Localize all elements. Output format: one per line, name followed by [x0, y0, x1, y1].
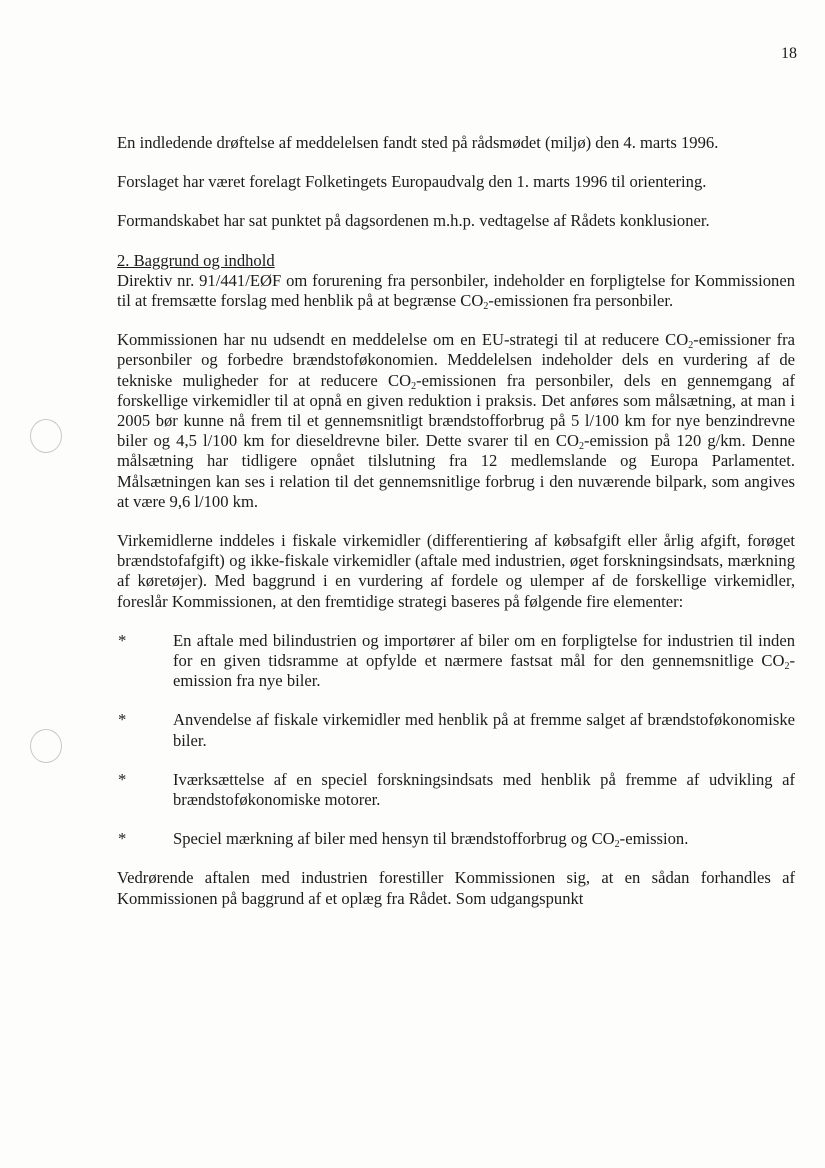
punch-hole — [30, 419, 62, 453]
list-item-text: Iværksættelse af en speciel forskningsindsats med henblik på fremme af udvikling af brændstoføkonomiske motorer. — [173, 769, 795, 810]
bullet-marker: * — [118, 769, 127, 789]
punch-hole — [30, 729, 62, 763]
list-item-text: Speciel mærkning af biler med hensyn til brændstofforbrug og $CO_2$-emission. — [173, 829, 689, 851]
paragraph-europe-committee: Forslaget har været forelagt Folketingets Europaudvalg den 1. marts 1996 til orientering. — [117, 172, 707, 192]
bullet-marker: * — [118, 829, 127, 849]
list-item-text: En aftale med bilindustrien og importører af biler om en forpligtelse for industrien til inden for en given tidsramme at opfylde et nærmere fastsat mål for den gennemsnitlige $CO_2$-emission fra nye biler. — [173, 630, 795, 691]
bullet-marker: * — [118, 710, 127, 730]
paragraph-directive: Direktiv nr. 91/441/EØF om forurening fra personbiler, indeholder en forpligtelse for Kommissionen til at fremsætte forslag med henblik på at begrænse $CO_2$-emissionen fra personbiler. — [117, 270, 795, 313]
list-item-text: Anvendelse af fiskale virkemidler med henblik på at fremme salget af brændstoføkonomiske biler. — [173, 710, 795, 750]
paragraph-industry-agreement: Vedrørende aftalen med industrien forestiller Kommissionen sig, at en sådan forhandles af Kommissionen på baggrund af et oplæg fra Rådet. Som udgangspunkt — [117, 868, 795, 908]
paragraph-commission-strategy: Kommissionen har nu udsendt en meddelelse om en EU-strategi til at reducere $CO_2$-emissioner fra personbiler og forbedre brændstoføkonomien. Meddelelsen indeholder dels en vurdering af de tekniske muligheder for at reducere $CO_2$-emissionen fra personbiler, dels en gennemgang af forskellige virkemidler til at opnå en given reduktion i praksis. Det anføres som målsætning, at man i 2005 bør kunne nå frem til et gennemsnitligt brændstofforbrug på 5 l/100 km for nye benzindrevne biler og 4,5 l/100 km for dieseldrevne biler. Dette svarer til en $CO_2$-emission på 120 g/km. Denne målsætning har tidligere opnået tilslutning fra 12 medlemslande og Europa Parlamentet. Målsætningen kan ses i relation til det gennemsnitlige forbrug i den nuværende bilpark, som angives at være 9,6 l/100 km. — [117, 330, 796, 511]
document-body — [117, 133, 795, 909]
bullet-marker: * — [118, 630, 127, 650]
list-item — [117, 829, 795, 849]
paragraph-presidency-agenda: Formandskabet har sat punktet på dagsordenen m.h.p. vedtagelse af Rådets konklusioner. — [117, 211, 710, 231]
list-item — [117, 770, 795, 810]
paragraph-instruments: Virkemidlerne inddeles i fiskale virkemidler (differentiering af købsafgift eller årlig afgift, forøget brændstofafgift) og ikke-fiskale virkemidler (aftale med industrien, øget forskningsindsats, mærkning af køretøjer). Med baggrund i en vurdering af fordele og ulemper af de forskellige virkemidler, foreslår Kommissionen, at den fremtidige strategi baseres på følgende fire elementer: — [117, 531, 795, 611]
page-number: 18 — [781, 45, 797, 62]
section-heading-background: 2. Baggrund og indhold — [117, 250, 275, 270]
list-item — [117, 710, 795, 750]
paragraph-council-meeting: En indledende drøftelse af meddelelsen fandt sted på rådsmødet (miljø) den 4. marts 1996. — [117, 133, 719, 152]
list-item — [117, 631, 795, 692]
